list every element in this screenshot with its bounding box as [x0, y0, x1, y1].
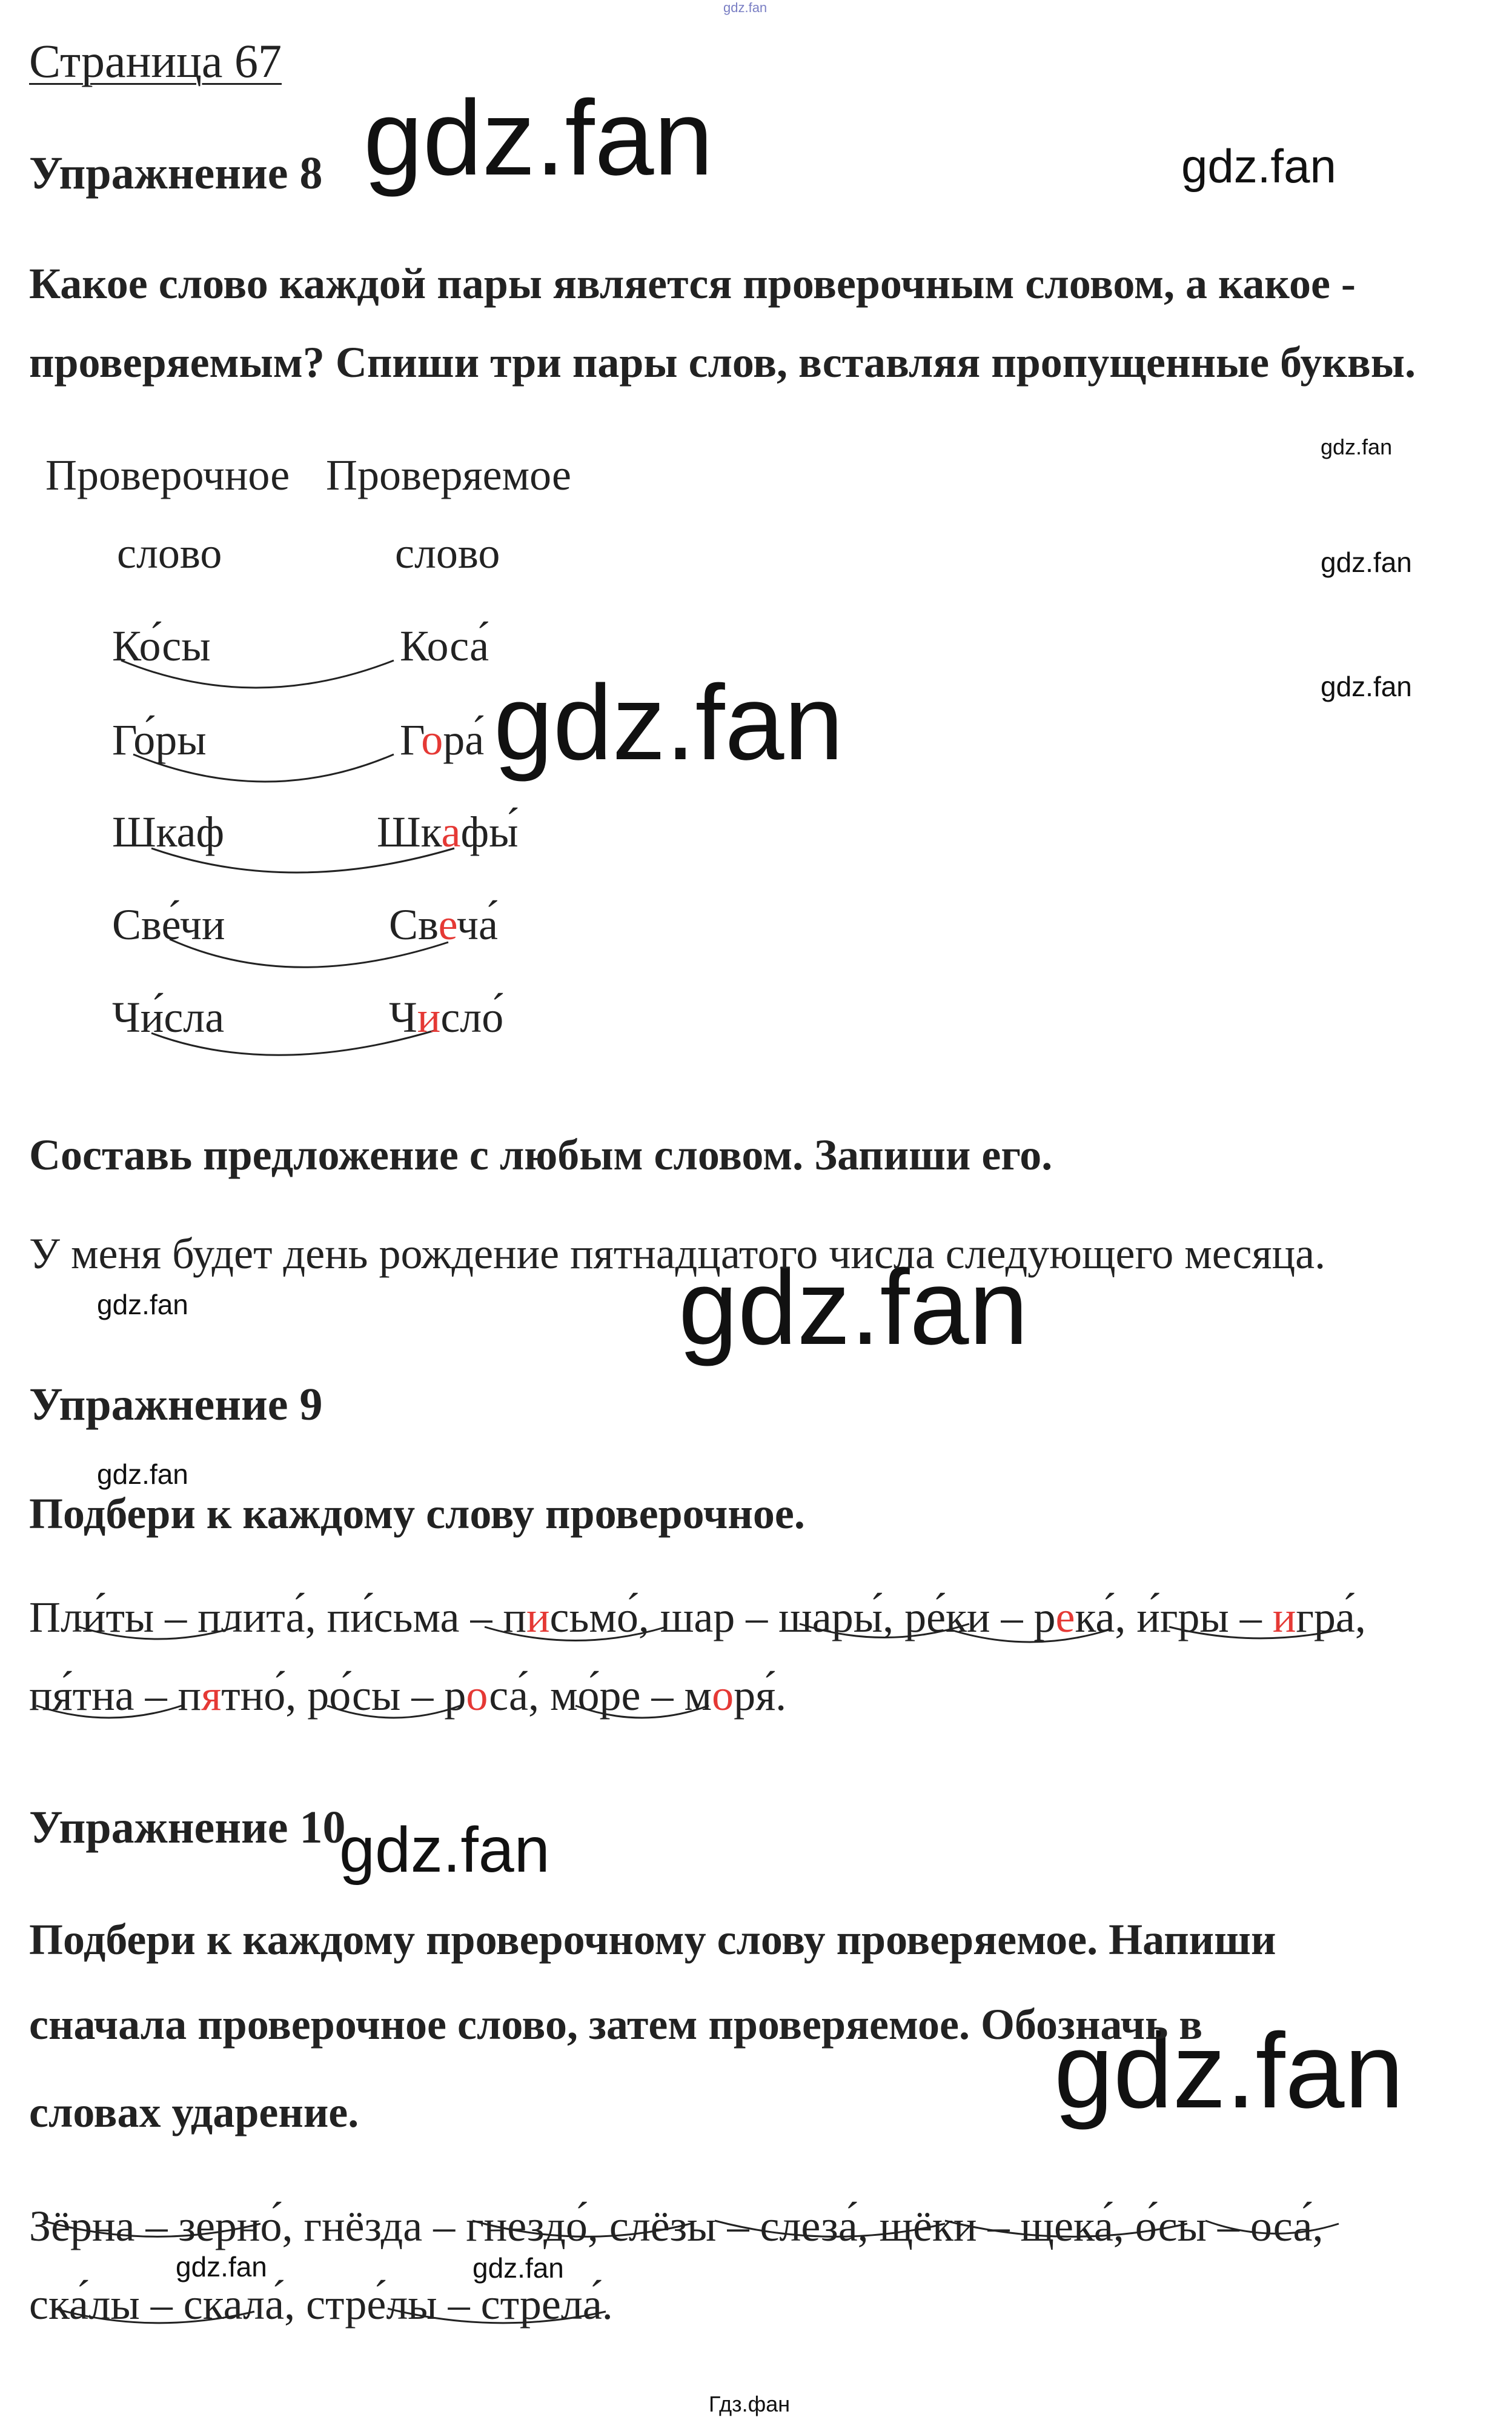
column-header-check-2: слово: [117, 529, 222, 577]
pair-check-word: Све́чи: [112, 900, 225, 949]
page-title: Страница 67: [29, 35, 282, 87]
exercise-10-answer-line-1: Зёрна – зерно́, гнёзда – гнездо́, слёзы – слеза́, щёки – щека́, о́сы – оса́,: [29, 2202, 1324, 2250]
pair-check-word: Ко́сы: [112, 622, 211, 670]
column-header-check: Проверочное: [45, 451, 290, 499]
watermark-medium: gdz.fan: [339, 1814, 550, 1886]
watermark-small: gdz.fan: [1321, 671, 1412, 702]
exercise-9-answer-line-2: пя́тна – пятно́, ро́сы – роса́, мо́ре – моря́.: [29, 1671, 787, 1720]
exercise-10-task-line-3: словах ударение.: [29, 2088, 359, 2136]
pair-target-word: Коса́: [400, 622, 489, 670]
exercise-8-answer: У меня будет день рождение пятнадцатого числа следующего месяца.: [29, 1229, 1326, 1278]
pair-target-word: Число́: [389, 993, 504, 1042]
watermark-large: gdz.fan: [678, 1248, 1029, 1367]
exercise-10-answer-line-2: ска́лы – скала́, стре́лы – стрела́.: [29, 2280, 613, 2329]
column-header-target-2: слово: [395, 529, 500, 577]
exercise-9-task: Подбери к каждому слову проверочное.: [29, 1489, 805, 1538]
exercise-10-task-line-2: сначала проверочное слово, затем проверяемое. Обозначь в: [29, 2000, 1203, 2049]
watermark-small: gdz.fan: [1321, 547, 1412, 578]
watermark-large: gdz.fan: [1054, 2012, 1404, 2130]
exercise-8-heading: Упражнение 8: [29, 148, 323, 199]
pair-check-word: Чи́сла: [112, 993, 225, 1042]
exercise-9-answer-line-1: Пли́ты – плита́, пи́сьма – письмо́, шар – шары́, ре́ки – река́, и́гры – игра́,: [29, 1593, 1366, 1641]
watermark-small: gdz.fan: [1321, 434, 1393, 459]
watermark-small: gdz.fan: [472, 2252, 564, 2284]
watermark-small: gdz.fan: [176, 2251, 267, 2282]
pair-target-word: Шкафы́: [377, 808, 519, 856]
watermark-bottom: Гдз.фан: [709, 2392, 791, 2416]
watermark-large: gdz.fan: [363, 79, 714, 198]
watermark-top: gdz.fan: [723, 0, 768, 15]
pair-target-word: Гора́: [400, 716, 485, 764]
exercise-8-task-line-2: проверяемым? Спиши три пары слов, вставляя пропущенные буквы.: [29, 338, 1416, 387]
watermark-small: gdz.fan: [97, 1458, 188, 1490]
column-header-target: Проверяемое: [326, 451, 571, 499]
exercise-8-task-line-1: Какое слово каждой пары является проверочным словом, а какое -: [29, 259, 1356, 308]
watermark-small: gdz.fan: [97, 1289, 188, 1320]
pair-target-word: Свеча́: [389, 900, 498, 949]
exercise-8-task-2: Составь предложение с любым словом. Запиши его.: [29, 1131, 1053, 1179]
exercise-10-task-line-1: Подбери к каждому проверочному слову проверяемое. Напиши: [29, 1915, 1276, 1964]
exercise-10-heading: Упражнение 10: [29, 1802, 346, 1853]
pair-check-word: Го́ры: [112, 716, 207, 764]
pair-check-word: Шкаф: [112, 808, 225, 856]
exercise-9-heading: Упражнение 9: [29, 1379, 323, 1430]
watermark-large: gdz.fan: [494, 663, 844, 782]
watermark-right: gdz.fan: [1181, 139, 1336, 193]
